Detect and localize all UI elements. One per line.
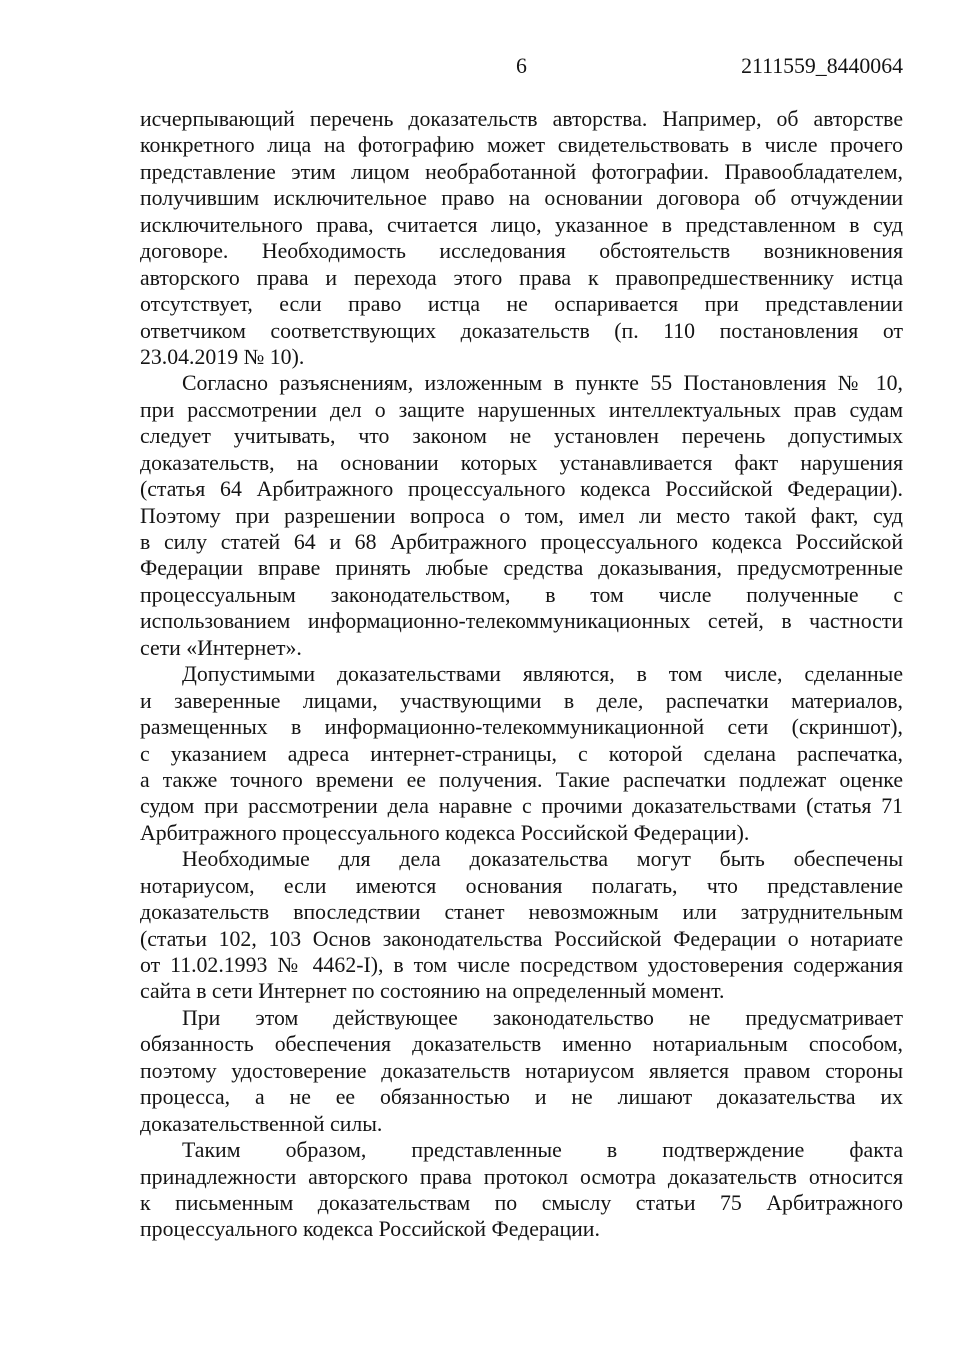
text-line: а также точного времени ее получения. Такие распечатки подлежат оценке [140, 767, 903, 792]
text-line: обязанность обеспечения доказательств именно нотариальным способом, [140, 1032, 903, 1057]
text-line: использованием информационно-телекоммуникационных сетей, в частности [140, 609, 903, 634]
text-line: судом при рассмотрении дела наравне с прочими доказательствами (статья 71 [140, 794, 903, 819]
text-line: при рассмотрении дел о защите нарушенных интеллектуальных прав судам [140, 397, 903, 422]
text-line: Поэтому при разрешении вопроса о том, имел ли место такой факт, суд [140, 503, 903, 528]
text-line: с указанием адреса интернет-страницы, с которой сделана распечатка, [140, 741, 903, 766]
text-line: следует учитывать, что законом не установлен перечень допустимых [140, 424, 903, 449]
text-line: Необходимые для дела доказательства могут быть обеспечены [182, 847, 903, 872]
text-line: отсутствует, если право истца не оспаривается при представлении [140, 292, 903, 317]
text-line: Допустимыми доказательствами являются, в том числе, сделанные [182, 662, 903, 687]
text-line: процесса, а не ее обязанностью и не лишают доказательства их [140, 1085, 903, 1110]
text-line: (статья 64 Арбитражного процессуального кодекса Российской Федерации). [140, 477, 903, 502]
text-line: принадлежности авторского права протокол осмотра доказательств относится [140, 1164, 903, 1189]
text-line: Согласно разъяснениям, изложенным в пункте 55 Постановления № 10, [182, 371, 903, 396]
text-line: Федерации вправе принять любые средства доказывания, предусмотренные [140, 556, 903, 581]
text-line: сайта в сети Интернет по состоянию на определенный момент. [140, 979, 725, 1004]
text-line: авторского права и перехода этого права к правопредшественнику истца [140, 265, 903, 290]
paragraph [140, 1005, 903, 1137]
text-line: 23.04.2019 № 10). [140, 344, 305, 369]
paragraph [140, 106, 903, 370]
text-line: и заверенные лицами, участвующими в деле, распечатки материалов, [140, 688, 903, 713]
text-line: (статьи 102, 103 Основ законодательства Российской Федерации о нотариате [140, 926, 903, 951]
text-line: нотариусом, если имеются основания полагать, что представление [140, 873, 903, 898]
text-line: Таким образом, представленные в подтверждение факта [182, 1138, 903, 1163]
text-line: представление этим лицом необработанной фотографии. Правообладателем, [140, 159, 903, 184]
text-line: процессуального кодекса Российской Федерации. [140, 1217, 600, 1242]
text-line: исчерпывающий перечень доказательств авторства. Например, об авторстве [140, 107, 903, 131]
paragraph [140, 846, 903, 1005]
text-line: ответчиком соответствующих доказательств (п. 110 постановления от [140, 318, 903, 343]
paragraph [140, 661, 903, 846]
text-line: получившим исключительное право на основании договора об отчуждении [140, 186, 903, 211]
text-line: При этом действующее законодательство не предусматривает [182, 1005, 903, 1030]
text-line: исключительного права, считается лицо, указанное в представленном в суд [140, 212, 903, 237]
text-line: Арбитражного процессуального кодекса Российской Федерации). [140, 820, 750, 845]
text-line: размещенных в информационно-телекоммуникационной сети (скриншот), [140, 715, 903, 740]
page-number: 6 [516, 54, 527, 78]
text-line: в силу статей 64 и 68 Арбитражного процессуального кодекса Российской [140, 530, 903, 554]
text-line: сети «Интернет». [140, 635, 302, 660]
text-line: доказательств впоследствии станет невозможным или затруднительным [140, 900, 903, 925]
text-line: поэтому удостоверение доказательств нотариусом является правом стороны [140, 1058, 903, 1083]
paragraph [140, 370, 903, 661]
text-line: конкретного лица на фотографию может свидетельствовать в числе прочего [140, 133, 903, 158]
text-line: от 11.02.1993 № 4462-I), в том числе посредством удостоверения содержания [140, 953, 903, 977]
page-header [140, 53, 903, 80]
text-line: к письменным доказательствам по смыслу статьи 75 Арбитражного [140, 1190, 903, 1215]
text-line: процессуальным законодательством, в том числе полученные с [140, 582, 903, 607]
text-line: договоре. Необходимость исследования обстоятельств возникновения [140, 239, 903, 264]
document-code: 2111559_8440064 [741, 54, 903, 78]
text-line: доказательственной силы. [140, 1111, 383, 1136]
text-line: доказательств, на основании которых устанавливается факт нарушения [140, 450, 903, 475]
document-body [140, 106, 903, 1243]
paragraph [140, 1137, 903, 1243]
